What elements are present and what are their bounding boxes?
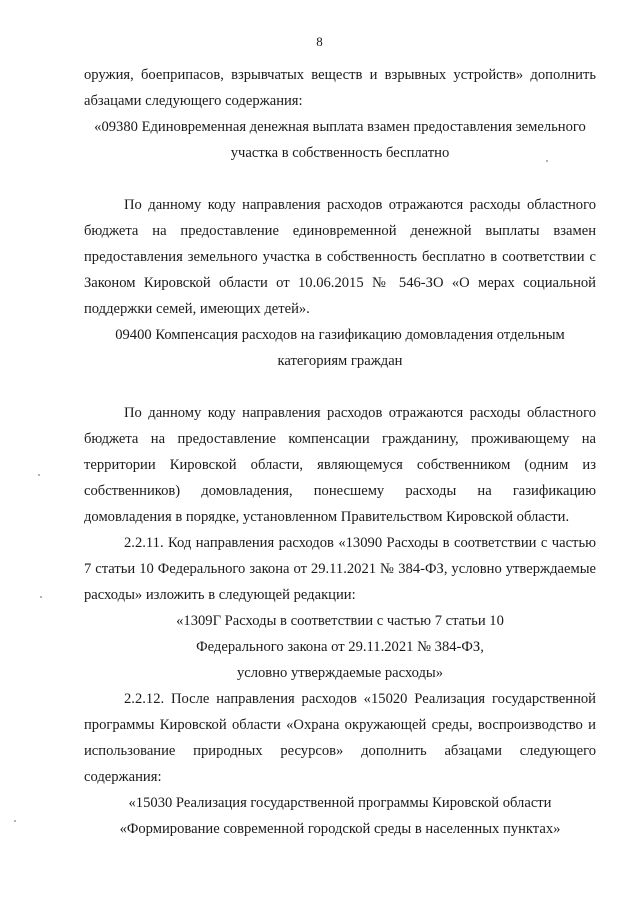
section-heading-1309g-line2: Федерального закона от 29.11.2021 № 384-ФЗ, (196, 639, 484, 655)
section-heading-09380: «09380 Единовременная денежная выплата взамен предоставления земельного участка в собственность бесплатно (94, 119, 586, 161)
paragraph-2-2-12: 2.2.12. После направления расходов «15020 Реализация государственной программы Кировской области «Охрана окружающей среды, воспроизводство и использование природных ресурсов» дополнить абзацами следующего содержания: (84, 691, 596, 785)
section-heading-15030-line1: «15030 Реализация государственной программы Кировской области (128, 795, 552, 811)
section-heading-1309g-line1: «1309Г Расходы в соответствии с частью 7 статьи 10 (176, 613, 504, 629)
paragraph-09380-description: По данному коду направления расходов отражаются расходы областного бюджета на предоставление единовременной денежной выплаты взамен предоставления земельного участка в собственность бесплатно в соответствии с Законом Кировской области от 10.06.2015 № 546-ЗО «О мерах социальной поддержки семей, имеющих детей». (84, 197, 596, 317)
scan-speck (38, 474, 40, 476)
scan-speck (40, 596, 42, 598)
scan-speck (546, 160, 548, 162)
spacer (84, 166, 596, 192)
section-heading-09400: 09400 Компенсация расходов на газификацию домовладения отдельным категориям граждан (115, 327, 565, 369)
spacer (84, 374, 596, 400)
paragraph-09400-description: По данному коду направления расходов отражаются расходы областного бюджета на предоставление компенсации гражданину, проживающему на территории Кировской области, являющемуся собственником (одним из собственников) домовладения, понесшему расходы на газификацию домовладения в порядке, установленном Правительством Кировской области. (84, 405, 596, 525)
section-heading-15030-line2: «Формирование современной городской среды в населенных пунктах» (119, 821, 561, 837)
document-body (84, 62, 596, 842)
paragraph-continuation: оружия, боеприпасов, взрывчатых веществ и взрывных устройств» дополнить абзацами следующего содержания: (84, 67, 596, 109)
scan-speck (14, 820, 16, 822)
paragraph-2-2-11: 2.2.11. Код направления расходов «13090 Расходы в соответствии с частью 7 статьи 10 Федерального закона от 29.11.2021 № 384-ФЗ, условно утверждаемые расходы» изложить в следующей редакции: (84, 535, 596, 603)
section-heading-1309g-line3: условно утверждаемые расходы» (236, 665, 444, 681)
page-number: 8 (316, 34, 323, 49)
